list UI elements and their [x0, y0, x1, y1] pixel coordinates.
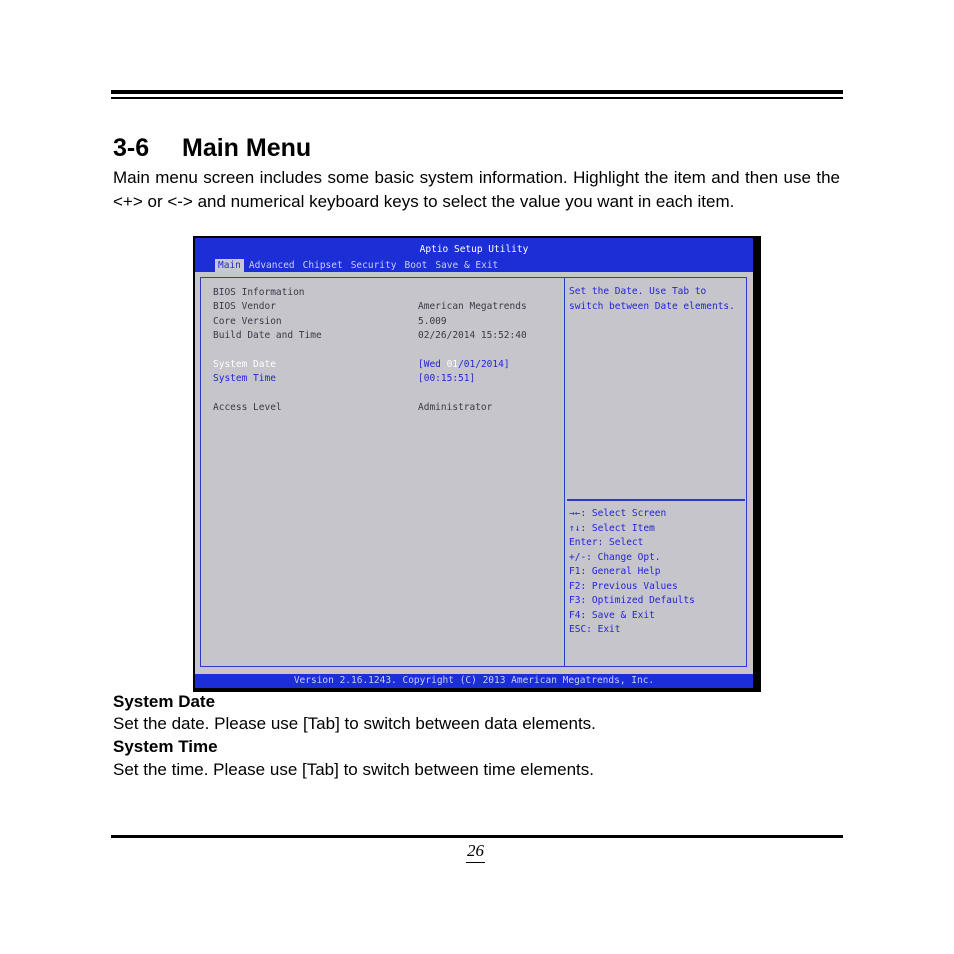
key-f3: F3: Optimized Defaults — [569, 595, 695, 606]
bios-vendor-label: BIOS Vendor — [213, 301, 276, 312]
intro-paragraph: Main menu screen includes some basic system information. Highlight the item and then use the <+> or <-> and numerical keyboard keys to select the value you want in each item. — [113, 168, 840, 211]
tab-chipset[interactable]: Chipset — [302, 260, 343, 271]
key-select-item: ↑↓: Select Item — [569, 522, 655, 534]
system-date-value[interactable] — [418, 359, 510, 370]
build-date-label: Build Date and Time — [213, 330, 322, 341]
date-suffix: /01/2014] — [458, 359, 510, 370]
bios-title-bar — [195, 238, 753, 272]
page-number: 26 — [466, 840, 485, 863]
system-time-heading: System Time — [113, 737, 218, 756]
top-rule-thick — [111, 90, 843, 94]
core-version-label: Core Version — [213, 316, 282, 327]
system-time-value[interactable]: [00:15:51] — [418, 373, 476, 384]
bios-main-panel — [195, 272, 753, 674]
section-heading — [113, 134, 311, 163]
access-level-label: Access Level — [213, 402, 282, 413]
section-title: Main Menu — [182, 134, 312, 162]
key-select-screen: →←: Select Screen — [569, 508, 667, 519]
bios-vendor-value: American Megatrends — [418, 301, 527, 312]
bios-help-divider — [567, 499, 745, 501]
bios-footer: Version 2.16.1243. Copyright (C) 2013 American Megatrends, Inc. — [195, 674, 753, 688]
bios-title: Aptio Setup Utility — [419, 244, 529, 255]
date-prefix: [Wed — [418, 359, 447, 370]
system-date-item[interactable]: System Date — [213, 359, 276, 370]
key-esc: ESC: Exit — [569, 624, 621, 635]
bios-screenshot — [193, 236, 761, 692]
tab-security[interactable]: Security — [350, 260, 397, 271]
key-enter: Enter: Select — [569, 537, 644, 548]
tab-save-exit[interactable]: Save & Exit — [435, 260, 499, 271]
bios-vertical-divider — [564, 277, 565, 666]
bios-key-legend — [569, 507, 695, 638]
key-f1: F1: General Help — [569, 566, 661, 577]
system-date-heading: System Date — [113, 692, 216, 711]
bios-information-label: BIOS Information — [213, 287, 305, 298]
top-rule-thin — [111, 97, 843, 99]
build-date-value: 02/26/2014 15:52:40 — [418, 330, 527, 341]
bios-help-text: Set the Date. Use Tab to switch between Date elements. — [569, 286, 735, 312]
key-f2: F2: Previous Values — [569, 580, 678, 592]
access-level-value: Administrator — [418, 402, 493, 413]
key-f4: F4: Save & Exit — [569, 609, 655, 621]
key-change-opt: +/-: Change Opt. — [569, 551, 661, 563]
date-highlight[interactable]: 01 — [446, 359, 459, 370]
system-date-description: Set the date. Please use [Tab] to switch between data elements. — [113, 714, 596, 733]
bottom-rule — [111, 835, 843, 838]
tab-main[interactable]: Main — [215, 259, 244, 272]
core-version-value: 5.009 — [418, 316, 447, 327]
system-time-description: Set the time. Please use [Tab] to switch between time elements. — [113, 760, 594, 779]
system-time-item[interactable]: System Time — [213, 373, 276, 384]
bios-tab-bar — [215, 259, 503, 272]
tab-boot[interactable]: Boot — [404, 260, 428, 271]
section-number: 3-6 — [113, 134, 150, 162]
tab-advanced[interactable]: Advanced — [248, 260, 295, 271]
